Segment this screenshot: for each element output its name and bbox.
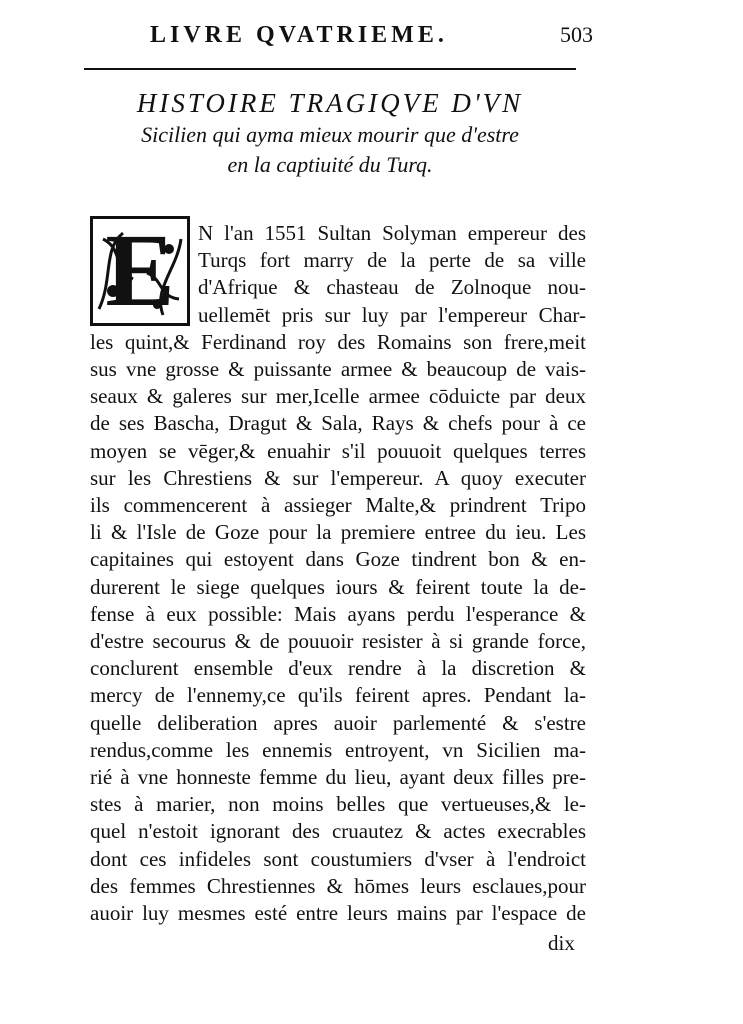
text-line: ils commencerent à assieger Malte,& prindrent Tripo [90,493,586,517]
text-line: auoir luy mesmes esté entre leurs mains par l'espace de [90,901,586,925]
text-line: seaux & galeres sur mer,Icelle armee cōduicte par deux [90,384,586,409]
title-line-3: en la captiuité du Turq. [227,152,433,177]
text-line: d'Afrique & chasteau de Zolnoque nou- [198,275,586,300]
chapter-title [80,86,580,180]
initial-letter: E [105,216,175,326]
text-line: moyen se vēger,& enuahir s'il pouuoit quelques terres [90,438,586,463]
text-line: quel n'estoit ignorant des cruautez & actes execrables [90,819,586,844]
text-line: N l'an 1551 Sultan Solyman empereur des [198,221,586,245]
decorated-initial [90,216,190,326]
text-line: uellemēt pris sur luy par l'empereur Char- [198,302,586,327]
text-line: fense à eux possible: Mais ayans perdu l'esperance & [90,601,586,626]
text-line: les quint,& Ferdinand roy des Romains son frere,meit [90,329,586,354]
text-line: mercy de l'ennemy,ce qu'ils feirent apres. Pendant la- [90,683,586,708]
text-line: des femmes Chrestiennes & hōmes leurs esclaues,pour [90,873,586,898]
text-line: sur les Chrestiens & sur l'empereur. A quoy executer [90,465,586,490]
text-line: rendus,comme les ennemis entroyent, vn Sicilien ma- [90,737,586,762]
page-number: 503 [560,22,593,47]
title-line-2: Sicilien qui ayma mieux mourir que d'estre [141,122,519,147]
text-line: sus vne grosse & puissante armee & beaucoup de vais- [90,357,586,381]
text-line: li & l'Isle de Goze pour la premiere entree du ieu. Les [90,520,586,545]
text-line: durerent le siege quelques iours & feirent toute la de- [90,574,586,599]
title-line-1: HISTOIRE TRAGIQVE D'VN [136,88,524,118]
header-rule [84,68,576,70]
text-line: Turqs fort marry de la perte de sa ville [198,248,586,273]
text-line: rié à vne honneste femme du lieu, ayant deux filles pre- [90,765,586,789]
text-line: dont ces infideles sont coustumiers d'vser à l'endroict [90,846,586,871]
text-line: d'estre secourus & de pouuoir resister à si grande force, [90,629,586,653]
catchword: dix [548,931,575,955]
text-line: quelle deliberation apres auoir parlementé & s'estre [90,710,586,735]
text-line: stes à marier, non moins belles que vertueuses,& le- [90,792,586,817]
running-head: LIVRE QVATRIEME. [150,22,448,48]
text-line: capitaines qui estoyent dans Goze tindrent bon & en- [90,547,586,572]
text-line: de ses Bascha, Dragut & Sala, Rays & chefs pour à ce [90,411,586,436]
text-line: conclurent ensemble d'eux rendre à la discretion & [90,656,586,681]
